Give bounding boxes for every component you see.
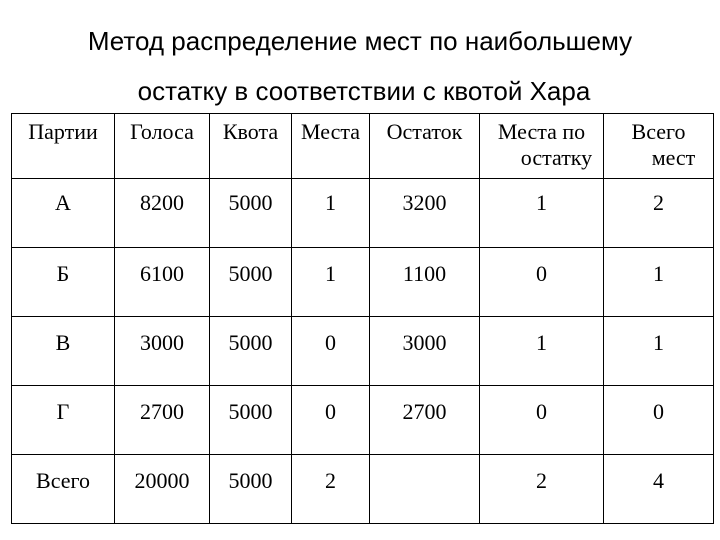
header-cell-quota (210, 114, 292, 179)
cell-quota: 5000 (210, 248, 292, 317)
cell-votes: 3000 (115, 317, 210, 386)
table-row (12, 179, 714, 248)
header-cell-remainder (370, 114, 480, 179)
cell-total-seats: 1 (604, 317, 714, 386)
header-text: Места (301, 119, 360, 144)
header-text: Партии (28, 119, 98, 144)
cell-seats: 2 (292, 455, 370, 524)
cell-remainder-seats: 0 (480, 248, 604, 317)
cell-party: В (12, 317, 115, 386)
table-row (12, 455, 714, 524)
cell-remainder: 2700 (370, 386, 480, 455)
cell-remainder-seats: 2 (480, 455, 604, 524)
cell-total-seats: 0 (604, 386, 714, 455)
cell-total-seats: 4 (604, 455, 714, 524)
header-text: мест (651, 145, 696, 170)
cell-remainder: 3000 (370, 317, 480, 386)
table-body (12, 179, 714, 524)
table-row (12, 317, 714, 386)
cell-total-seats: 2 (604, 179, 714, 248)
header-cell-votes (115, 114, 210, 179)
cell-party: А (12, 179, 115, 248)
cell-quota: 5000 (210, 386, 292, 455)
cell-seats: 1 (292, 179, 370, 248)
header-cell-remainder-seats (480, 114, 604, 179)
cell-remainder-seats: 1 (480, 179, 604, 248)
cell-party: Б (12, 248, 115, 317)
cell-votes: 8200 (115, 179, 210, 248)
header-text: Остаток (386, 119, 463, 144)
slide-title-line-1: Метод распределение мест по наибольшему (87, 26, 633, 56)
cell-votes: 6100 (115, 248, 210, 317)
header-text: Места по (497, 119, 586, 144)
cell-remainder-seats: 1 (480, 317, 604, 386)
cell-total-seats: 1 (604, 248, 714, 317)
table-row (12, 386, 714, 455)
header-text: Всего (631, 119, 686, 144)
cell-seats: 0 (292, 386, 370, 455)
header-cell-total-seats (604, 114, 714, 179)
header-cell-seats (292, 114, 370, 179)
cell-remainder-seats: 0 (480, 386, 604, 455)
seat-allocation-table (11, 113, 714, 524)
header-cell-parties (12, 114, 115, 179)
header-text: Голоса (130, 119, 194, 144)
cell-quota: 5000 (210, 179, 292, 248)
cell-remainder: 3200 (370, 179, 480, 248)
table-row (12, 248, 714, 317)
cell-votes: 2700 (115, 386, 210, 455)
cell-remainder: 1100 (370, 248, 480, 317)
cell-remainder (370, 455, 480, 524)
table-header-row (12, 114, 714, 179)
cell-seats: 1 (292, 248, 370, 317)
header-text: остатку (520, 145, 593, 170)
cell-seats: 0 (292, 317, 370, 386)
header-text: Квота (222, 119, 279, 144)
cell-quota: 5000 (210, 455, 292, 524)
cell-party: Г (12, 386, 115, 455)
cell-votes: 20000 (115, 455, 210, 524)
cell-quota: 5000 (210, 317, 292, 386)
cell-party: Всего (12, 455, 115, 524)
slide-title-line-2: остатку в соответствии с квотой Хара (137, 76, 591, 106)
